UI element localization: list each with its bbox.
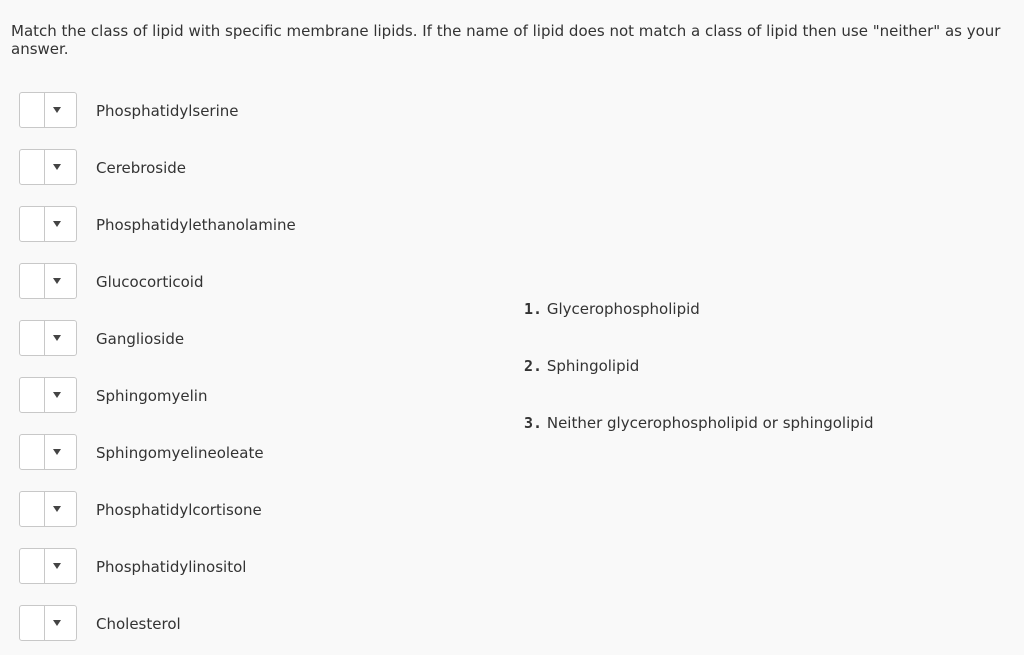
match-row [19, 548, 419, 586]
match-row [19, 605, 419, 643]
answer-select[interactable] [19, 434, 77, 470]
answer-select[interactable] [19, 92, 77, 128]
term-label: Phosphatidylcortisone [96, 501, 262, 519]
answer-label: Glycerophospholipid [546, 300, 700, 318]
match-row [19, 434, 419, 472]
term-label: Phosphatidylserine [96, 102, 239, 120]
answer-option [524, 298, 700, 320]
chevron-down-icon [53, 563, 61, 569]
chevron-down-icon [53, 506, 61, 512]
match-row [19, 491, 419, 529]
selected-value [20, 435, 45, 469]
term-label: Glucocorticoid [96, 273, 204, 291]
term-label: Sphingomyelin [96, 387, 208, 405]
match-row [19, 92, 419, 130]
answer-select[interactable] [19, 263, 77, 299]
match-row [19, 263, 419, 301]
answer-select[interactable] [19, 548, 77, 584]
answer-number: 2. [524, 357, 543, 375]
selected-value [20, 321, 45, 355]
chevron-down-icon [53, 392, 61, 398]
match-row [19, 377, 419, 415]
chevron-down-icon [53, 107, 61, 113]
answer-select[interactable] [19, 320, 77, 356]
chevron-down-icon [53, 335, 61, 341]
answer-label: Neither glycerophospholipid or sphingolipid [546, 414, 874, 432]
term-label: Ganglioside [96, 330, 185, 348]
term-label: Phosphatidylethanolamine [96, 216, 296, 234]
answer-select[interactable] [19, 605, 77, 641]
answer-select[interactable] [19, 377, 77, 413]
selected-value [20, 378, 45, 412]
match-row [19, 206, 419, 244]
selected-value [20, 264, 45, 298]
term-label: Phosphatidylinositol [96, 558, 247, 576]
answer-select[interactable] [19, 491, 77, 527]
selected-value [20, 150, 45, 184]
selected-value [20, 93, 45, 127]
answer-number: 3. [524, 414, 543, 432]
answer-label: Sphingolipid [546, 357, 640, 375]
selected-value [20, 492, 45, 526]
selected-value [20, 606, 45, 640]
selected-value [20, 549, 45, 583]
chevron-down-icon [53, 620, 61, 626]
answer-option [524, 355, 639, 377]
selected-value [20, 207, 45, 241]
match-row [19, 149, 419, 187]
answer-number: 1. [524, 300, 543, 318]
chevron-down-icon [53, 164, 61, 170]
chevron-down-icon [53, 221, 61, 227]
term-label: Cerebroside [96, 159, 187, 177]
chevron-down-icon [53, 278, 61, 284]
chevron-down-icon [53, 449, 61, 455]
term-label: Sphingomyelineoleate [96, 444, 264, 462]
question-instructions: Match the class of lipid with specific membrane lipids. If the name of lipid does not match a class of lipid then use "neither" as your answer. [11, 22, 1001, 58]
match-row [19, 320, 419, 358]
answer-option [524, 412, 873, 434]
term-label: Cholesterol [96, 615, 181, 633]
answer-select[interactable] [19, 206, 77, 242]
answer-select[interactable] [19, 149, 77, 185]
